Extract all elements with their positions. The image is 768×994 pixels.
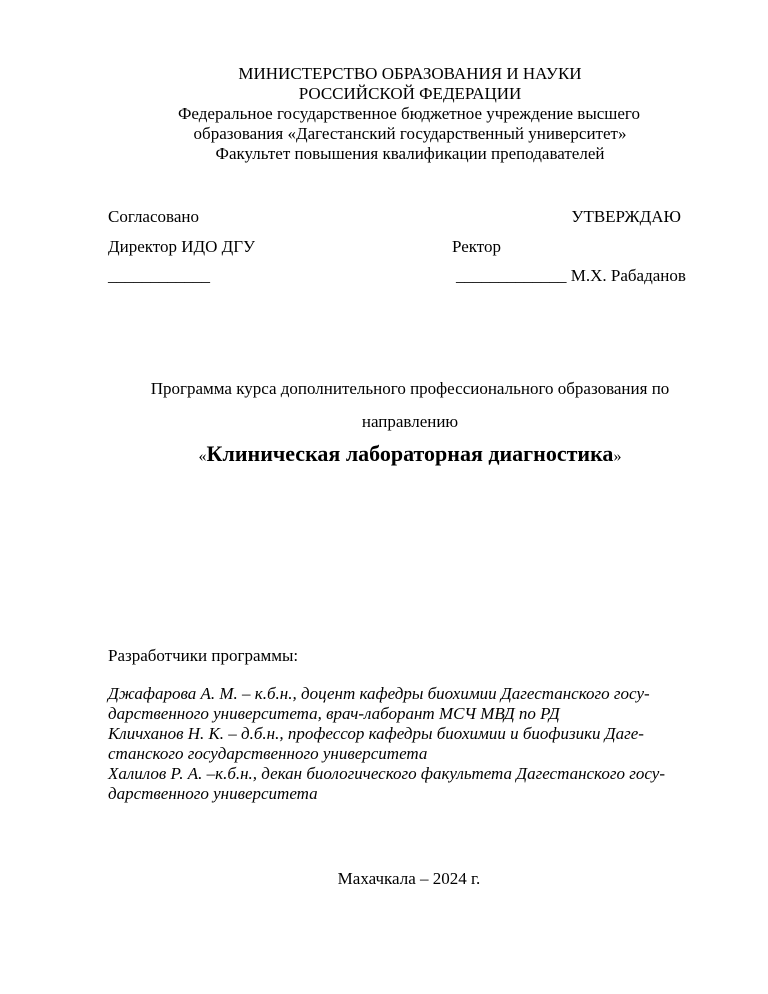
- document-header: [0, 64, 768, 164]
- program-description-line-2: направлению: [361, 412, 459, 431]
- developer-line: станского государственного университета: [108, 744, 428, 763]
- developers-list: [108, 684, 708, 804]
- director-label: Директор ИДО ДГУ: [108, 237, 256, 256]
- director-signature-line: ____________: [108, 266, 210, 285]
- developers-heading: Разработчики программы:: [108, 646, 299, 665]
- agreed-label: Согласовано: [108, 207, 199, 226]
- program-description-line-1: Программа курса дополнительного профессионального образования по: [150, 379, 670, 398]
- rector-signature-line: _____________ М.Х. Рабаданов: [456, 266, 686, 285]
- developer-line: Джафарова А. М. – к.б.н., доцент кафедры биохимии Дагестанского госу-: [108, 684, 650, 703]
- developer-line: дарственного университета: [108, 784, 318, 803]
- developer-line: Халилов Р. А. –к.б.н., декан биологического факультета Дагестанского госу-: [108, 764, 666, 783]
- institution-line-2: образования «Дагестанский государственный университет»: [193, 124, 627, 143]
- developer-line: Кличханов Н. К. – д.б.н., профессор кафедры биохимии и биофизики Даге-: [108, 724, 644, 743]
- course-title: [0, 441, 768, 470]
- ministry-line-1: МИНИСТЕРСТВО ОБРАЗОВАНИЯ И НАУКИ: [238, 64, 582, 83]
- developer-line: дарственного университета, врач-лаборант МСЧ МВД по РД: [108, 704, 560, 723]
- city-year: Махачкала – 2024 г.: [337, 869, 481, 888]
- title-open-quote: «: [198, 448, 207, 465]
- approve-label: УТВЕРЖДАЮ: [571, 207, 681, 226]
- course-title-text: Клиническая лабораторная диагностика: [206, 441, 614, 466]
- institution-line-1: Федеральное государственное бюджетное учреждение высшего: [178, 104, 640, 123]
- rector-label: Ректор: [452, 237, 502, 256]
- faculty-line: Факультет повышения квалификации преподавателей: [215, 144, 605, 163]
- title-close-quote: »: [613, 448, 622, 465]
- ministry-line-2: РОССИЙСКОЙ ФЕДЕРАЦИИ: [298, 84, 522, 103]
